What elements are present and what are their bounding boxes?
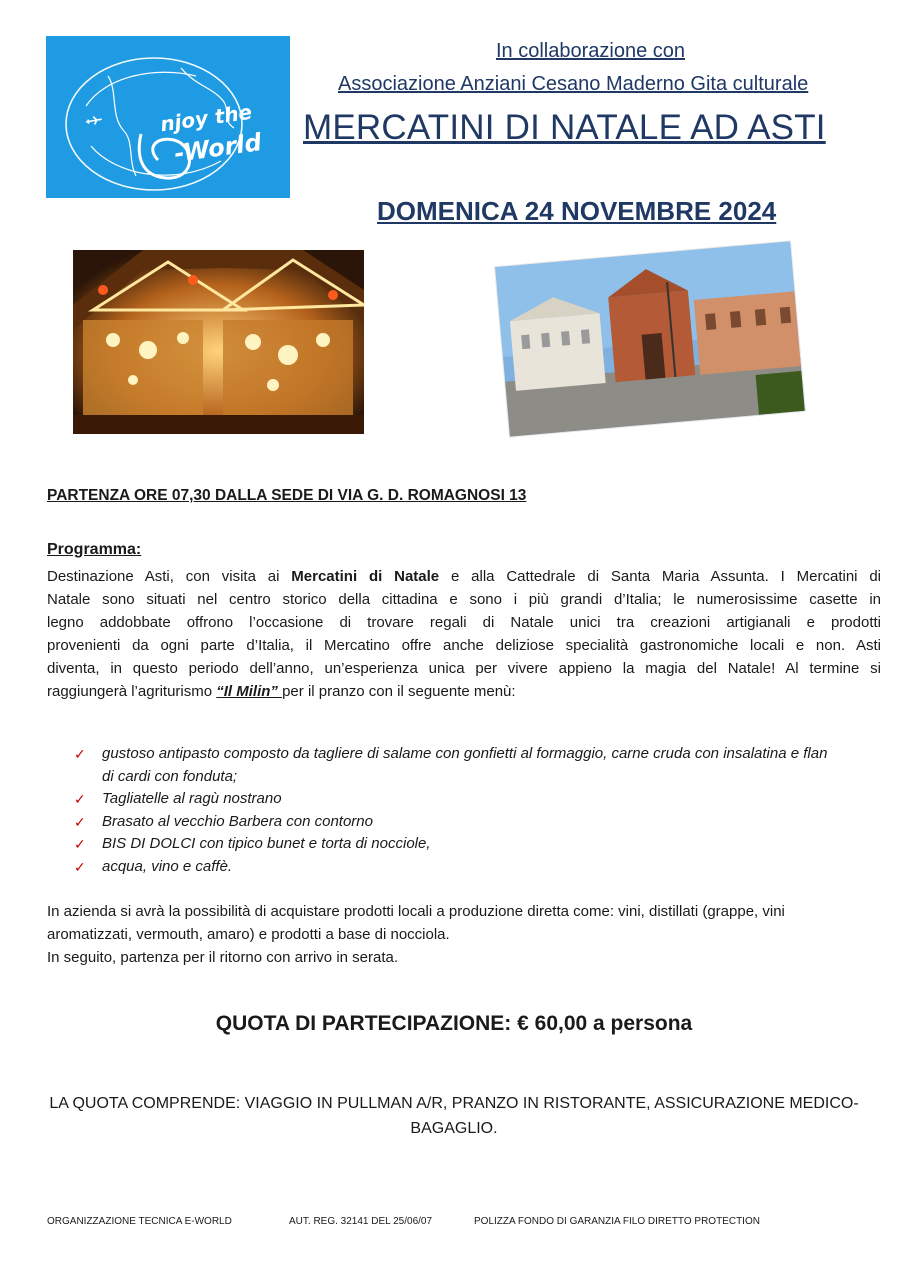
- checkmark-icon: ✓: [74, 858, 86, 875]
- program-line: raggiungerà l’agriturismo “Il Milin” per il pranzo con il seguente menù:: [47, 683, 516, 700]
- departure-info: PARTENZA ORE 07,30 DALLA SEDE DI VIA G. D. ROMAGNOSI 13: [47, 487, 527, 504]
- collaboration-line: In collaborazione con: [496, 40, 686, 62]
- program-line: Destinazione Asti, con visita ai Mercatini di Natale e alla Cattedrale di Santa Maria Assunta. I Mercatini di: [47, 568, 882, 585]
- price-includes: LA QUOTA COMPRENDE: VIAGGIO IN PULLMAN A/R, PRANZO IN RISTORANTE, ASSICURAZIONE MEDICO-BAGAGLIO.: [49, 1095, 859, 1137]
- asti-cathedral-photo: [494, 232, 814, 458]
- farm-line: In seguito, partenza per il ritorno con arrivo in serata.: [47, 949, 399, 966]
- checkmark-icon: ✓: [74, 746, 86, 762]
- checkmark-icon: ✓: [74, 813, 86, 830]
- checkmark-icon: ✓: [74, 836, 86, 852]
- event-date: DOMENICA 24 NOVEMBRE 2024: [377, 196, 777, 226]
- list-item: ✓ BIS DI DOLCI con tipico bunet e torta di nocciole,: [74, 833, 834, 856]
- farm-line: In azienda si avrà la possibilità di acquistare prodotti locali a produzione diretta come: vini, distillati (grappe, vini: [47, 903, 785, 920]
- program-heading: Programma:: [47, 541, 142, 558]
- logo-text-world: -World: [172, 128, 264, 168]
- program-line: legno addobbate offrono l’occasione di trovare regali di Natale unici tra creazioni artigianali e prodotti: [47, 614, 881, 631]
- participation-price: QUOTA DI PARTECIPAZIONE: € 60,00 a persona: [215, 1012, 693, 1035]
- program-line: provenienti da ogni parte d’Italia, il Mercatino offre anche deliziose specialità gastronomiche locali e non. Asti: [47, 637, 881, 654]
- list-item: ✓ Tagliatelle al ragù nostrano: [74, 788, 834, 811]
- program-line: diventa, in questo periodo dell’anno, un’esperienza unica per vivere appieno la magia del Natale! Al termine si: [47, 660, 881, 677]
- agriturismo-name: “Il Milin”: [216, 683, 283, 700]
- page-title: MERCATINI DI NATALE AD ASTI: [303, 108, 826, 147]
- footer-authorization: AUT. REG. 32141 DEL 25/06/07: [289, 1216, 433, 1227]
- mercatini-emphasis: Mercatini di Natale: [291, 568, 440, 585]
- list-item: ✓ Brasato al vecchio Barbera con contorno: [74, 811, 834, 834]
- christmas-market-photo: [73, 250, 364, 434]
- lunch-menu-list: [74, 743, 834, 878]
- footer-insurance: POLIZZA FONDO DI GARANZIA FILO DIRETTO PROTECTION: [474, 1216, 760, 1227]
- footer-organization: ORGANIZZAZIONE TECNICA E-WORLD: [47, 1216, 232, 1227]
- farm-line: aromatizzati, vermouth, amaro) e prodotti a base di nocciola.: [47, 926, 450, 943]
- airplane-icon: [85, 115, 102, 126]
- association-line: Associazione Anziani Cesano Maderno Gita culturale: [338, 73, 809, 95]
- logo-text-enjoy: njoy the: [158, 99, 254, 137]
- list-item: ✓ acqua, vino e caffè.: [74, 856, 834, 879]
- program-line: Natale sono situati nel centro storico della cittadina e sono i più grandi d’Italia; le numerosissime casette in: [47, 591, 881, 608]
- enjoy-the-world-logo: [46, 36, 290, 198]
- farm-info: [47, 900, 881, 969]
- list-item: ✓ gustoso antipasto composto da tagliere di salame con gonfietti al formaggio, carne cruda con insalatina e flan di cardi con fonduta;: [74, 745, 828, 785]
- checkmark-icon: ✓: [74, 791, 86, 807]
- program-description: [47, 565, 881, 703]
